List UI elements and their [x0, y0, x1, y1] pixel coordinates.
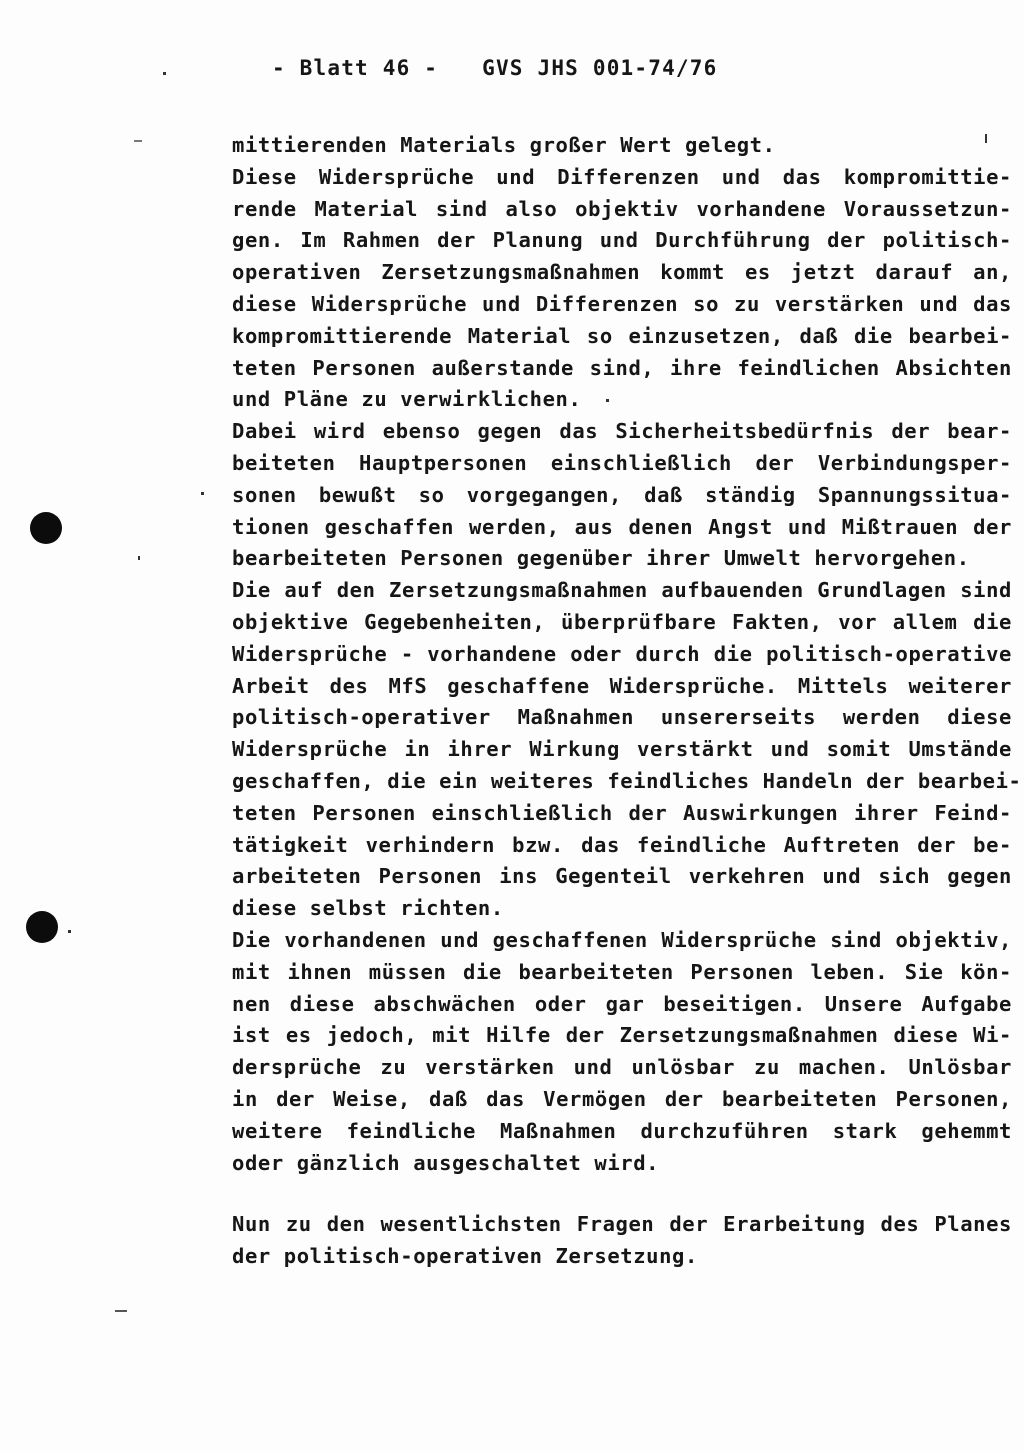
- paragraph: [232, 416, 1012, 575]
- text-line: geschaffen, die ein weiteres feindliches Handeln der bearbei-: [232, 768, 1022, 793]
- text-line: teten Personen außerstande sind, ihre feindlichen Absichten: [232, 355, 1012, 380]
- paragraph: [232, 925, 1012, 1179]
- text-line: gen. Im Rahmen der Planung und Durchführung der politisch-: [232, 228, 1012, 253]
- punch-hole-upper: [30, 512, 62, 544]
- text-line: Widersprüche - vorhandene oder durch die politisch-operative: [232, 641, 1012, 666]
- text-line: diese Widersprüche und Differenzen so zu verstärken und das: [232, 291, 1012, 316]
- text-line: Die vorhandenen und geschaffenen Widersprüche sind objektiv,: [232, 927, 1012, 952]
- text-line: objektive Gegebenheiten, überprüfbare Fakten, vor allem die: [232, 609, 1012, 634]
- document-body: [232, 130, 1022, 1273]
- text-line: Nun zu den wesentlichsten Fragen der Erarbeitung des Planes: [232, 1212, 1012, 1237]
- text-line: operativen Zersetzungsmaßnahmen kommt es jetzt darauf an,: [232, 260, 1012, 285]
- margin-mark: [115, 1310, 127, 1312]
- margin-mark: [163, 72, 166, 75]
- document-reference: GVS JHS 001-74/76: [482, 56, 718, 80]
- page-number-label: - Blatt 46 -: [272, 56, 439, 80]
- margin-mark: [138, 556, 140, 560]
- text-line: Diese Widersprüche und Differenzen und das kompromittie-: [232, 164, 1012, 189]
- text-line: diese selbst richten.: [232, 896, 504, 921]
- text-line: mittierenden Materials großer Wert gelegt.: [232, 133, 776, 157]
- text-line: Dabei wird ebenso gegen das Sicherheitsbedürfnis der bear-: [232, 419, 1012, 444]
- margin-mark: [985, 134, 987, 143]
- text-line: oder gänzlich ausgeschaltet wird.: [232, 1150, 660, 1175]
- text-line: tionen geschaffen werden, aus denen Angst und Mißtrauen der: [232, 514, 1012, 539]
- paragraph-spacer: [232, 1179, 1012, 1209]
- text-line: nen diese abschwächen oder gar beseitigen. Unsere Aufgabe: [232, 991, 1012, 1016]
- punch-hole-lower: [26, 911, 58, 943]
- text-line: dersprüche zu verstärken und unlösbar zu machen. Unlösbar: [232, 1055, 1012, 1080]
- text-line: Widersprüche in ihrer Wirkung verstärkt und somit Umstände: [232, 737, 1012, 762]
- paragraph: [232, 1209, 1012, 1273]
- text-line: der politisch-operativen Zersetzung.: [232, 1244, 698, 1269]
- text-line: weitere feindliche Maßnahmen durchzuführen stark gehemmt: [232, 1118, 1012, 1143]
- margin-mark: [201, 492, 204, 495]
- page-header: [272, 56, 717, 80]
- text-line: kompromittierende Material so einzusetzen, daß die bearbei-: [232, 323, 1012, 348]
- text-line: Arbeit des MfS geschaffene Widersprüche. Mittels weiterer: [232, 673, 1012, 698]
- margin-mark: [606, 399, 609, 402]
- text-line: teten Personen einschließlich der Auswirkungen ihrer Feind-: [232, 800, 1012, 825]
- text-line: mit ihnen müssen die bearbeiteten Personen leben. Sie kön-: [232, 959, 1012, 984]
- text-line: tätigkeit verhindern bzw. das feindliche Auftreten der be-: [232, 832, 1012, 857]
- paragraph: [232, 162, 1012, 416]
- text-line: rende Material sind also objektiv vorhandene Voraussetzun-: [232, 196, 1012, 221]
- text-line: beiteten Hauptpersonen einschließlich der Verbindungsper-: [232, 450, 1012, 475]
- text-line: sonen bewußt so vorgegangen, daß ständig Spannungssitua-: [232, 482, 1012, 507]
- paragraph: [232, 575, 1022, 925]
- text-line: in der Weise, daß das Vermögen der bearbeiteten Personen,: [232, 1086, 1012, 1111]
- text-line: bearbeiteten Personen gegenüber ihrer Umwelt hervorgehen.: [232, 546, 970, 571]
- paragraph: [232, 130, 1012, 162]
- margin-mark: [134, 140, 142, 142]
- text-line: Die auf den Zersetzungsmaßnahmen aufbauenden Grundlagen sind: [232, 578, 1012, 603]
- text-line: politisch-operativer Maßnahmen unsererseits werden diese: [232, 705, 1012, 730]
- text-line: arbeiteten Personen ins Gegenteil verkehren und sich gegen: [232, 864, 1012, 889]
- margin-mark: [68, 930, 71, 933]
- text-line: ist es jedoch, mit Hilfe der Zersetzungsmaßnahmen diese Wi-: [232, 1023, 1012, 1048]
- text-line: und Pläne zu verwirklichen.: [232, 387, 582, 412]
